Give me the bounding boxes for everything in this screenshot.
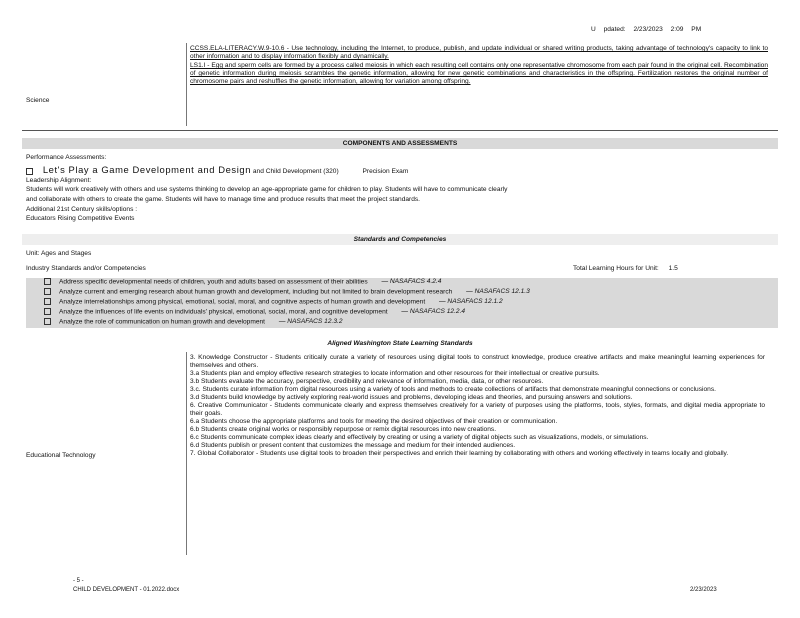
- science-divider: [186, 43, 187, 126]
- standard-text: Analyze current and emerging research about human growth and development, including but not limited to brain development research: [59, 288, 453, 296]
- additional-label: Additional 21st Century skills/options :: [26, 206, 138, 213]
- leadership-label: Leadership Alignment:: [26, 177, 92, 184]
- edtech-standard: 6.b Students create original works or responsibly repurpose or remix digital resources into new creations.: [190, 426, 497, 434]
- updated-label: U pdated:: [591, 26, 626, 33]
- edtech-divider: [186, 352, 187, 555]
- performance-item: [26, 164, 408, 176]
- standard-text: Address specific developmental needs of children, youth and adults based on assessment of their abilities: [59, 278, 368, 286]
- game-title: Let's Play a Game Development and Design: [42, 164, 252, 175]
- edtech-standard: 6. Creative Communicator - Students communicate clearly and express themselves creatively for a variety of purposes using the platforms, tools, styles, formats, and digital media appropriate to their goals.: [190, 402, 765, 418]
- unit-value: Ages and Stages: [41, 250, 92, 257]
- leadership-text-2: and collaborate with others to create the game. Students will have to manage time and produce results that meet the project standards.: [26, 196, 421, 203]
- edtech-standard: 7. Global Collaborator - Students use digital tools to broaden their perspectives and enrich their learning by collaborating with others and working effectively in teams locally and globally.: [190, 450, 729, 458]
- edtech-standard: 3.c. Students curate information from digital resources using a variety of tools and methods to create collections of artifacts that demonstrate meaningful connections or conclusions.: [190, 386, 716, 394]
- game-event: Precision Exam: [362, 168, 409, 175]
- industry-header: Industry Standards and/or Competencies: [26, 265, 146, 272]
- edtech-standard: 3.a Students plan and employ effective research strategies to locate information and other resources for their intellectual or creative pursuits.: [190, 370, 600, 378]
- leadership-text-1: Students will work creatively with others and use systems thinking to develop an age-appropriate game for children to play. Students will have to communicate clearly: [26, 186, 508, 193]
- components-band: COMPONENTS AND ASSESSMENTS: [22, 138, 778, 149]
- checkbox-icon: [44, 278, 51, 285]
- standard-code: — NASAFACS 12.3.2: [278, 318, 343, 326]
- updated-time: 2:09 PM: [670, 26, 702, 33]
- science-label: Science: [26, 97, 50, 104]
- standard-row: [26, 318, 778, 328]
- standard-row: [26, 278, 778, 288]
- checkbox-icon: [44, 298, 51, 305]
- page-number: - 5 -: [73, 578, 84, 584]
- section-divider: [22, 130, 778, 131]
- standard-text: Analyze the role of communication on human growth and development: [59, 318, 265, 326]
- checkbox-icon: [26, 168, 33, 175]
- science-standards: [190, 45, 768, 87]
- edtech-standard: 6.c Students communicate complex ideas clearly and effectively by creating or using a variety of digital objects such as visualizations, models, or simulations.: [190, 434, 649, 442]
- total-hours-value: 1.5: [668, 265, 678, 272]
- total-hours: [573, 265, 678, 273]
- standards-band: Standards and Competencies: [22, 234, 778, 245]
- edtech-standard: 3.d Students build knowledge by actively exploring real-world issues and problems, developing ideas and theories, and pursuing answers and solutions.: [190, 394, 633, 402]
- checkbox-icon: [44, 318, 51, 325]
- standard-row: [26, 288, 778, 298]
- unit-line: [26, 250, 91, 258]
- game-course: and Child Development (320): [252, 168, 339, 175]
- footer-date: 2/23/2023: [690, 587, 717, 593]
- checkbox-icon: [44, 288, 51, 295]
- edtech-standard: 3.b Students evaluate the accuracy, perspective, credibility and relevance of information, media, data, or other resources.: [190, 378, 544, 386]
- standard-code: — NASAFACS 12.2.4: [401, 308, 466, 316]
- science-standard: LS1.I - Egg and sperm cells are formed by a process called meiosis in which each resulting cell contains only one representative chromosome from each pair found in the original cell. Recombination of genetic information during meiosis scrambles the genetic information, allowing for new genetic combinations and characteristics in the offspring. Fertilization restores the original number of chromosome pairs and reshuffles the genetic information, allowing for variation among offspring.: [190, 62, 768, 86]
- footer-doc-name: CHILD DEVELOPMENT - 01.2022.docx: [73, 587, 180, 593]
- edtech-standard: 3. Knowledge Constructor - Students critically curate a variety of resources using digital tools to construct knowledge, produce creative artifacts and make meaningful learning experiences for themselves and others.: [190, 354, 765, 370]
- standard-code: — NASAFACS 12.1.3: [466, 288, 530, 296]
- edtech-standard: 6.a Students choose the appropriate platforms and tools for meeting the desired objectives of their creation or communication.: [190, 418, 558, 426]
- standard-code: — NASAFACS 4.2.4: [381, 278, 442, 286]
- edtech-standards: [190, 354, 765, 458]
- performance-label: Performance Assessments:: [26, 154, 107, 161]
- edtech-standard: 6.d Students publish or present content that customizes the message and medium for their intended audiences.: [190, 442, 516, 450]
- unit-label: Unit:: [26, 250, 40, 257]
- edtech-label: Educational Technology: [26, 452, 96, 459]
- aligned-standards-title: Aligned Washington State Learning Standards: [327, 340, 473, 347]
- standard-text: Analyze the influences of life events on individuals' physical, emotional, social, moral, and cognitive development: [59, 308, 388, 316]
- science-standard: CCSS.ELA-LITERACY.W.9-10.6 - Use technology, including the Internet, to produce, publish, and update individual or shared writing products, taking advantage of technology's capacity to link to other information and to display information flexibly and dynamically.: [190, 45, 768, 61]
- updated-stamp: [591, 26, 701, 34]
- standard-row: [26, 308, 778, 318]
- additional-value: Educators Rising Competitive Events: [26, 215, 135, 222]
- standard-row: [26, 298, 778, 308]
- standard-text: Analyze interrelationships among physical, emotional, social, moral, and cognitive aspects of human growth and development: [59, 298, 426, 306]
- checkbox-icon: [44, 308, 51, 315]
- total-hours-label: Total Learning Hours for Unit:: [573, 265, 659, 272]
- standard-code: — NASAFACS 12.1.2: [439, 298, 503, 306]
- updated-date: 2/23/2023: [633, 26, 663, 33]
